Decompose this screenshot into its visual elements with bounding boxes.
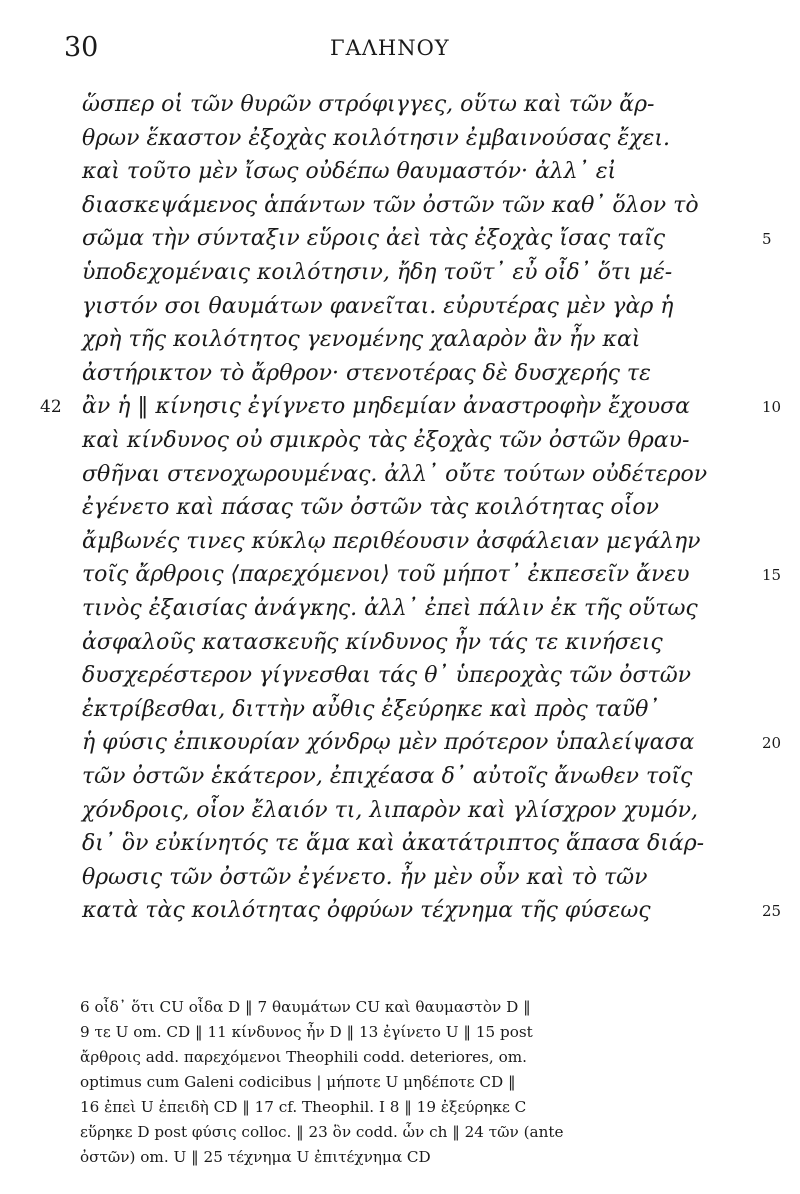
text-line [0, 626, 800, 660]
apparatus-line: 6 οἶδ᾽ ὅτι CU οἶδα D ‖ 7 θαυμάτων CU καὶ θαυμαστὸν D ‖ [80, 998, 531, 1016]
text-line [0, 659, 800, 693]
line-text: ἐγένετο καὶ πάσας τῶν ὀστῶν τὰς κοιλότητας οἷον [82, 495, 659, 521]
text-line [0, 357, 800, 391]
text-line [0, 592, 800, 626]
line-number: 5 [762, 230, 772, 249]
line-number: 25 [762, 902, 782, 921]
line-text: δι᾽ ὃν εὐκίνητός τε ἅμα καὶ ἀκατάτριπτος ἅπασα διάρ- [82, 831, 705, 857]
text-line [0, 794, 800, 828]
text-line [0, 88, 800, 122]
line-text: θρωσις τῶν ὀστῶν ἐγένετο. ἦν μὲν οὖν καὶ τὸ τῶν [82, 864, 648, 890]
line-text: ἐκτρίβεσθαι, διττὴν αὖθις ἐξεύρηκε καὶ πρὸς ταῦθ᾽ [82, 696, 660, 722]
text-line [0, 424, 800, 458]
line-text: γιστόν σοι θαυμάτων φανεῖται. εὐρυτέρας μὲν γὰρ ἡ [82, 293, 674, 319]
text-line [0, 861, 800, 895]
line-text: καὶ κίνδυνος οὐ σμικρὸς τὰς ἐξοχὰς τῶν ὀστῶν θραυ- [82, 428, 690, 453]
line-text: χρὴ τῆς κοιλότητος γενομένης χαλαρὸν ἂν ἦν καὶ [82, 327, 641, 353]
line-text: τῶν ὀστῶν ἑκάτερον, ἐπιχέασα δ᾽ αὐτοῖς ἄνωθεν τοῖς [82, 764, 693, 789]
apparatus-line: 16 ἐπεὶ U ἐπειδὴ CD ‖ 17 cf. Theophil. I 8 ‖ 19 ἐξεύρηκε C [80, 1098, 527, 1116]
text-line [0, 827, 800, 861]
line-text: καὶ τοῦτο μὲν ἴσως οὐδέπω θαυμαστόν· ἀλλ᾽ εἰ [82, 159, 617, 185]
apparatus-line: 9 τε U om. CD ‖ 11 κίνδυνος ἦν D ‖ 13 ἐγίνετο U ‖ 15 post [80, 1023, 533, 1041]
line-text: ἄμβωνές τινες κύκλῳ περιθέουσιν ἀσφάλειαν μεγάλην [82, 528, 701, 554]
line-text: ὑποδεχομέναις κοιλότησιν, ἤδη τοῦτ᾽ εὖ οἶδ᾽ ὅτι μέ- [82, 260, 673, 285]
line-text: σθῆναι στενοχωρουμένας. ἀλλ᾽ οὔτε τούτων οὐδέτερον [82, 461, 708, 487]
line-text: ἀσφαλοῦς κατασκευῆς κίνδυνος ἦν τάς τε κινήσεις [82, 629, 663, 655]
margin-page-reference: 42 [40, 397, 62, 418]
line-text: ἀστήρικτον τὸ ἄρθρον· στενοτέρας δὲ δυσχερής τε [82, 360, 651, 386]
text-line [0, 525, 800, 559]
line-text: κατὰ τὰς κοιλότητας ὀφρύων τέχνημα τῆς φύσεως [82, 898, 651, 924]
text-line [0, 760, 800, 794]
running-head: ΓΑΛΗΝΟΥ [330, 36, 450, 60]
line-text: θρων ἕκαστον ἐξοχὰς κοιλότησιν ἐμβαινούσας ἔχει. [82, 125, 670, 151]
page-number: 30 [64, 32, 99, 63]
text-line [0, 155, 800, 189]
text-line [0, 256, 800, 290]
text-line [0, 122, 800, 156]
line-text: τινὸς ἐξαισίας ἀνάγκης. ἀλλ᾽ ἐπεὶ πάλιν ἐκ τῆς οὕτως [82, 596, 698, 621]
text-line [0, 558, 800, 592]
line-text: ὥσπερ οἱ τῶν θυρῶν στρόφιγγες, οὕτω καὶ τῶν ἄρ- [82, 92, 655, 117]
line-number: 15 [762, 566, 782, 585]
text-line [0, 222, 800, 256]
text-line [0, 390, 800, 424]
text-line [0, 693, 800, 727]
line-text: διασκεψάμενος ἁπάντων τῶν ὀστῶν τῶν καθ᾽ ὅλον τὸ [82, 192, 699, 218]
line-text: ἡ φύσις ἐπικουρίαν χόνδρῳ μὲν πρότερον ὑπαλείψασα [82, 730, 695, 756]
apparatus-line: ὀστῶν) om. U ‖ 25 τέχνημα U ἐπιτέχνημα CD [80, 1148, 431, 1166]
page-header [0, 28, 800, 68]
text-line [0, 491, 800, 525]
apparatus-line: ἄρθροις add. παρεχόμενοι Theophili codd. deteriores, om. [80, 1048, 527, 1066]
text-line [0, 894, 800, 928]
apparatus-line: optimus cum Galeni codicibus | μήποτε U μηδέποτε CD ‖ [80, 1073, 516, 1091]
line-text: τοῖς ἄρθροις ⟨παρεχόμενοι⟩ τοῦ μήποτ᾽ ἐκπεσεῖν ἄνευ [82, 562, 690, 588]
line-text: δυσχερέστερον γίγνεσθαι τάς θ᾽ ὑπεροχὰς τῶν ὀστῶν [82, 663, 692, 689]
line-number: 10 [762, 398, 782, 417]
line-text: ἂν ἡ ‖ κίνησις ἐγίγνετο μηδεμίαν ἀναστροφὴν ἔχουσα [82, 394, 690, 420]
apparatus-line: εὕρηκε D post φύσις colloc. ‖ 23 ὃν codd. ὧν ch ‖ 24 τῶν (ante [80, 1123, 564, 1141]
line-text: χόνδροις, οἷον ἔλαιόν τι, λιπαρὸν καὶ γλίσχρον χυμόν, [82, 797, 698, 823]
text-line [0, 189, 800, 223]
line-number: 20 [762, 734, 782, 753]
line-text: σῶμα τὴν σύνταξιν εὕροις ἀεὶ τὰς ἐξοχὰς ἴσας ταῖς [82, 226, 666, 252]
text-line [0, 726, 800, 760]
text-line [0, 323, 800, 357]
text-line [0, 458, 800, 492]
critical-apparatus [80, 995, 760, 1170]
text-line [0, 290, 800, 324]
